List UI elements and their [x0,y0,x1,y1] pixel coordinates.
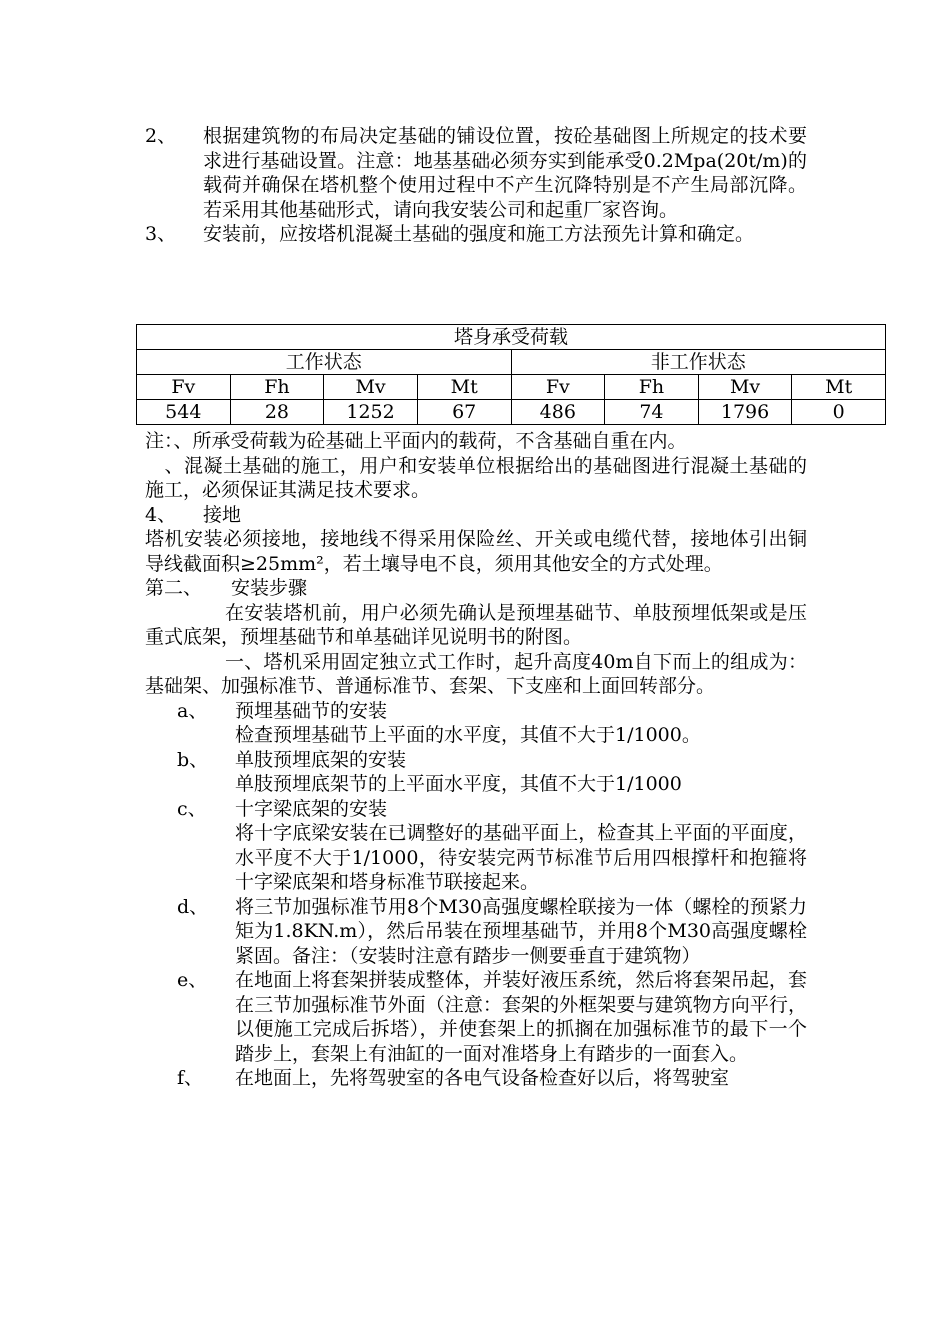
item-text: 安装前，应按塔机混凝土基础的强度和施工方法预先计算和确定。 [203,223,755,245]
list-item [145,124,807,222]
table-cell: 74 [605,400,699,425]
table-header: Fv [137,375,231,400]
step-title: 十字梁底架的安装 [235,797,388,820]
step-label: f、 [177,1067,204,1089]
table-header: Mv [324,375,418,400]
step-item [177,895,807,969]
body-text [145,429,807,1091]
table-header: Mt [417,375,511,400]
section-title: 安装步骤 [231,577,308,599]
step-text: 在地面上，先将驾驶室的各电气设备检查好以后，将驾驶室 [235,1067,730,1089]
item-number: 4、 [145,503,177,526]
table-cell: 28 [230,400,324,425]
section-item-4 [145,503,807,528]
table-title: 塔身承受荷载 [137,325,886,350]
step-detail: 将十字底梁安装在已调整好的基础平面上，检查其上平面的平面度，水平度不大于1/1000，待安装完两节标准节后用四根撑杆和抱箍将十字梁底架和塔身标准节联接起来。 [235,822,807,893]
step-label: c、 [177,797,207,820]
table-cell: 0 [792,400,886,425]
table-header: Mt [792,375,886,400]
paragraph: 在安装塔机前，用户必须先确认是预埋基础节、单肢预埋低架或是压重式底架，预埋基础节和单基础详见说明书的附图。 [145,601,807,648]
item-title: 接地 [203,503,242,526]
step-item [177,1066,807,1091]
step-label: d、 [177,895,209,918]
paragraph: 一、塔机采用固定独立式工作时，起升高度40m自下而上的组成为：基础架、加强标准节、普通标准节、套架、下支座和上面回转部分。 [145,650,807,697]
table-cell: 486 [511,400,605,425]
top-items [145,124,807,247]
item-number: 3、 [145,223,177,245]
step-item [177,968,807,1066]
item-text: 根据建筑物的布局决定基础的铺设位置，按砼基础图上所规定的技术要求进行基础设置。注意：地基基础必须夯实到能承受0.2Mpa(20t/m)的载荷并确保在塔机整个使用过程中不产生沉降特别是不产生局部沉降。若采用其他基础形式，请向我安装公司和起重厂家咨询。 [203,125,807,221]
step-label: b、 [177,748,209,771]
load-table [136,324,886,425]
note-2: 、混凝土基础的施工，用户和安装单位根据给出的基础图进行混凝土基础的施工，必须保证其满足技术要求。 [145,454,807,501]
table-group-nonwork: 非工作状态 [511,350,886,375]
step-item [177,748,807,773]
table-header: Mv [698,375,792,400]
step-label: a、 [177,699,208,722]
table-group-work: 工作状态 [137,350,512,375]
table-cell: 1252 [324,400,418,425]
step-text: 将三节加强标准节用8个M30高强度螺栓联接为一体（螺栓的预紧力矩为1.8KN.m），然后吊装在预埋基础节，并用8个M30高强度螺栓紧固。备注：（安装时注意有踏步一侧要垂直于建筑物） [235,895,807,967]
step-title: 单肢预埋底架的安装 [235,748,407,771]
table-cell: 67 [417,400,511,425]
section-number: 第二、 [145,577,203,599]
grounding-text: 塔机安装必须接地，接地线不得采用保险丝、开关或电缆代替，接地体引出铜导线截面积≥25mm²，若土壤导电不良，须用其他安全的方式处理。 [145,528,807,575]
table-cell: 544 [137,400,231,425]
step-detail: 单肢预埋底架节的上平面水平度，其值不大于1/1000 [235,773,682,795]
list-item [145,222,807,247]
step-item [177,699,807,724]
note-1: 注：、所承受荷载为砼基础上平面内的载荷，不含基础自重在内。 [145,430,687,452]
step-item [177,797,807,822]
section-heading [145,576,807,601]
table-header: Fh [230,375,324,400]
step-label: e、 [177,969,208,991]
table-header-row [137,375,886,400]
table-header: Fh [605,375,699,400]
table-header: Fv [511,375,605,400]
step-title: 预埋基础节的安装 [235,699,388,722]
step-text: 在地面上将套架拼装成整体，并装好液压系统，然后将套架吊起，套在三节加强标准节外面（注意：套架的外框架要与建筑物方向平行，以便施工完成后拆塔），并使套架上的抓搁在加强标准节的最下一个踏步上，套架上有油缸的一面对准塔身上有踏步的一面套入。 [235,969,807,1065]
table-row [137,400,886,425]
step-detail: 检查预埋基础节上平面的水平度，其值不大于1/1000。 [235,724,701,746]
table-cell: 1796 [698,400,792,425]
item-number: 2、 [145,125,177,147]
